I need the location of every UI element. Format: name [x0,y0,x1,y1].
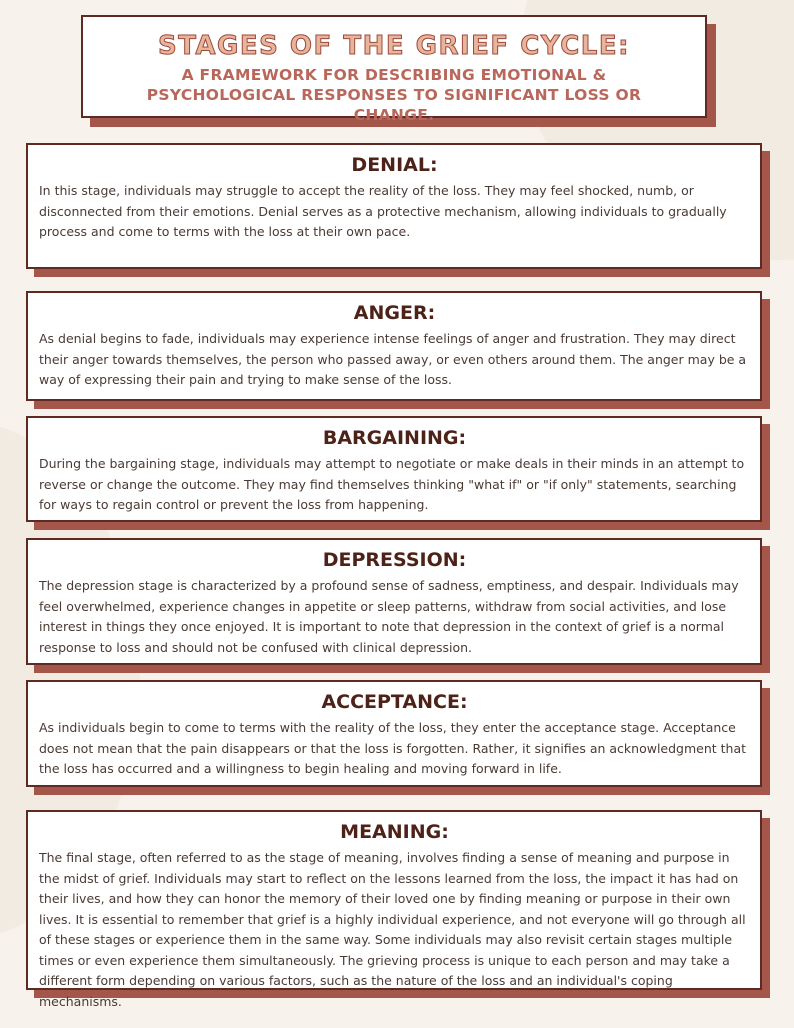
stage-heading: MEANING: [340,821,449,843]
stage-card-denial [26,143,762,269]
stage-description: During the bargaining stage, individuals may attempt to negotiate or make deals in their minds in an attempt to reverse or change the outcome. They may find themselves thinking "what if" or "if only" statements, searching for ways to regain control or prevent the loss from happening. [39,456,745,512]
stage-description: As denial begins to fade, individuals may experience intense feelings of anger and frustration. They may direct their anger towards themselves, the person who passed away, or even others around them. The anger may be a way of expressing their pain and trying to make sense of the loss. [39,331,747,387]
stage-description: The depression stage is characterized by a profound sense of sadness, emptiness, and despair. Individuals may feel overwhelmed, experience changes in appetite or sleep patterns, withdraw from social activities, and lose interest in things they once enjoyed. It is important to note that depression in the context of grief is a normal response to loss and should not be confused with clinical depression. [39,578,739,655]
stage-heading: ANGER: [353,302,436,324]
stage-card-anger [26,291,762,401]
title-box [81,15,707,124]
page-subtitle: A FRAMEWORK FOR DESCRIBING EMOTIONAL & PSYCHOLOGICAL RESPONSES TO SIGNIFICANT LOSS OR CHANGE. [146,66,642,124]
stage-heading: DEPRESSION: [322,549,467,571]
stage-heading: DENIAL: [351,154,438,176]
stage-card-meaning [26,810,762,1009]
stage-card-acceptance [26,680,762,787]
stage-heading: ACCEPTANCE: [321,691,468,713]
stage-description: As individuals begin to come to terms with the reality of the loss, they enter the acceptance stage. Acceptance does not mean that the pain disappears or that the loss is forgotten. Rather, it signifies an acknowledgment that the loss has occurred and a willingness to begin healing and moving forward in life. [39,720,747,776]
stage-description: In this stage, individuals may struggle to accept the reality of the loss. They may feel shocked, numb, or disconnected from their emotions. Denial serves as a protective mechanism, allowing individuals to gradually process and come to terms with the loss at their own pace. [39,183,727,239]
page-title: STAGES OF THE GRIEF CYCLE: [157,31,631,61]
stage-description: The final stage, often referred to as the stage of meaning, involves finding a sense of meaning and purpose in the midst of grief. Individuals may start to reflect on the lessons learned from the loss, the impact it has had on their lives, and how they can honor the memory of their loved one by finding meaning or purpose in their own lives. It is essential to remember that grief is a highly individual experience, and not everyone will go through all of these stages or experience them in the same way. Some individuals may also revisit certain stages multiple times or even experience them simultaneously. The grieving process is unique to each person and may take a different form depending on various factors, such as the nature of the loss and an individual's coping mechanisms. [39,850,746,1009]
stage-card-depression [26,538,762,665]
stage-card-bargaining [26,416,762,522]
stage-heading: BARGAINING: [322,427,467,449]
